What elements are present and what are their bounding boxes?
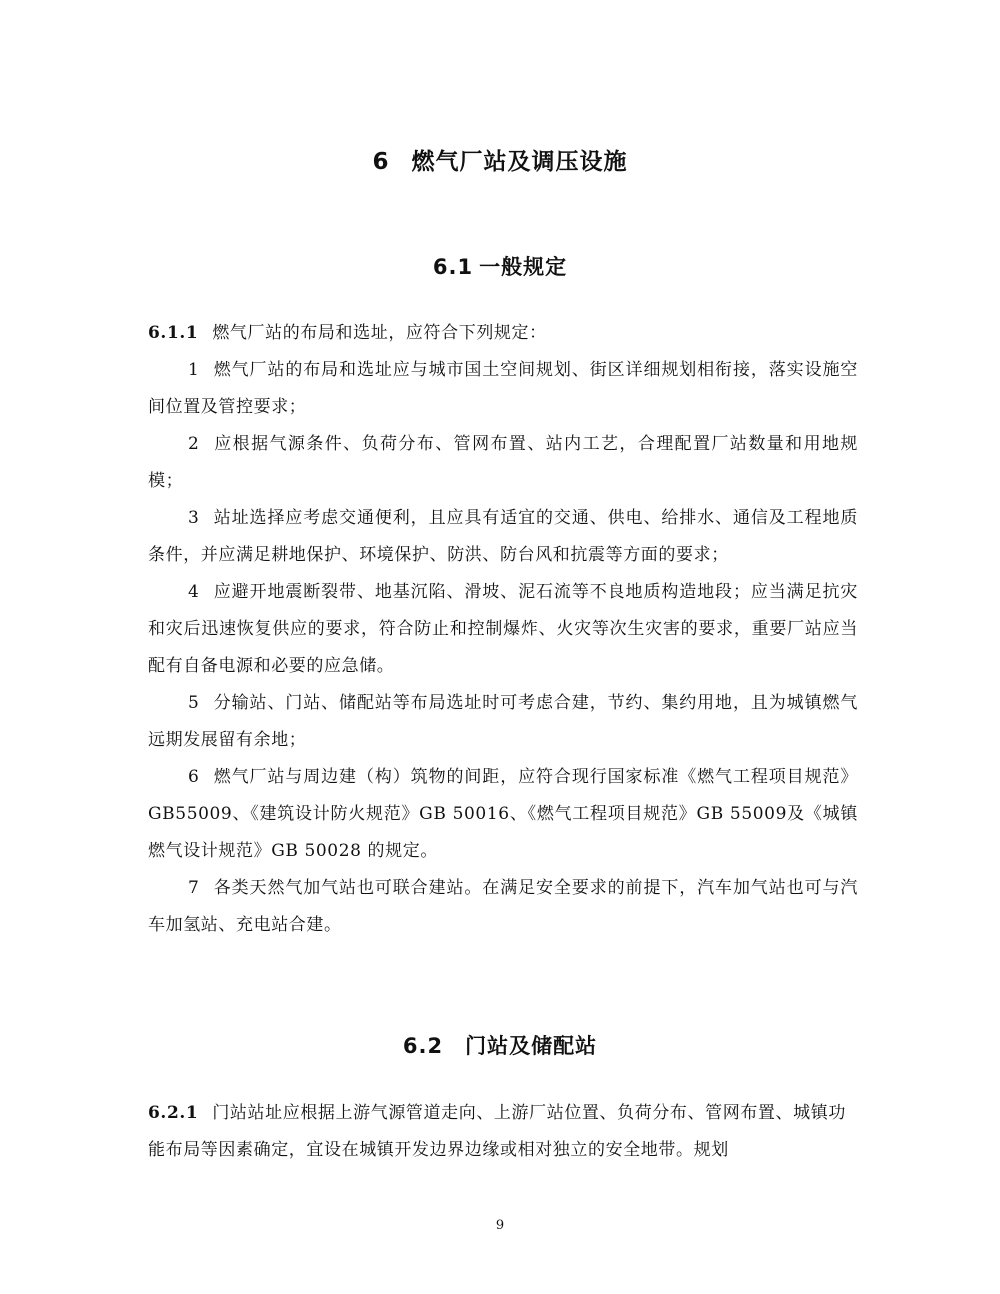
section-6-2-body xyxy=(148,1095,858,1169)
page-number: 9 xyxy=(495,1218,505,1233)
list-item xyxy=(148,352,858,426)
clause-number: 6.1.1 xyxy=(148,323,199,343)
section-title-6-2 xyxy=(0,1030,1000,1060)
item-number: 7 xyxy=(188,878,200,898)
item-number: 4 xyxy=(188,582,200,602)
clause-text: 门站站址应根据上游气源管道走向、上游厂站位置、负荷分布、管网布置、城镇功能布局等因素确定，宜设在城镇开发边界边缘或相对独立的安全地带。规划 xyxy=(148,1103,846,1160)
item-number: 1 xyxy=(188,360,200,380)
clause-number: 6.2.1 xyxy=(148,1103,199,1123)
list-item xyxy=(148,759,858,870)
chapter-title-text: 燃气厂站及调压设施 xyxy=(411,149,628,175)
clause-text: 燃气厂站的布局和选址，应符合下列规定： xyxy=(212,323,547,343)
chapter-title xyxy=(0,143,1000,176)
section-title-text: 一般规定 xyxy=(479,255,568,279)
list-item xyxy=(148,500,858,574)
item-text: 各类天然气加气站也可联合建站。在满足安全要求的前提下，汽车加气站也可与汽车加氢站、充电站合建。 xyxy=(148,878,858,935)
item-text: 站址选择应考虑交通便利，且应具有适宜的交通、供电、给排水、通信及工程地质条件，并应满足耕地保护、环境保护、防洪、防台风和抗震等方面的要求； xyxy=(148,508,858,565)
section-title-text: 门站及储配站 xyxy=(465,1034,598,1058)
item-number: 2 xyxy=(188,434,200,454)
chapter-number: 6 xyxy=(372,149,390,175)
section-number: 6.1 xyxy=(432,255,474,279)
item-text: 燃气厂站与周边建（构）筑物的间距，应符合现行国家标准《燃气工程项目规范》GB55009、《建筑设计防火规范》GB 50016、《燃气工程项目规范》GB 55009及《城镇燃气设计规范》GB 50028 的规定。 xyxy=(148,767,858,861)
clause-6-2-1 xyxy=(148,1095,858,1169)
item-number: 3 xyxy=(188,508,200,528)
section-number: 6.2 xyxy=(402,1034,444,1058)
item-text: 应避开地震断裂带、地基沉陷、滑坡、泥石流等不良地质构造地段；应当满足抗灾和灾后迅速恢复供应的要求，符合防止和控制爆炸、火灾等次生灾害的要求，重要厂站应当配有自备电源和必要的应急储。 xyxy=(148,582,858,676)
list-item xyxy=(148,870,858,944)
list-item xyxy=(148,574,858,685)
item-number: 5 xyxy=(188,693,200,713)
list-item xyxy=(148,426,858,500)
section-6-1-body xyxy=(148,315,858,944)
clause-6-1-1 xyxy=(148,315,858,352)
item-text: 燃气厂站的布局和选址应与城市国土空间规划、街区详细规划相衔接，落实设施空间位置及管控要求； xyxy=(148,360,858,417)
item-number: 6 xyxy=(188,767,200,787)
list-item xyxy=(148,685,858,759)
item-text: 应根据气源条件、负荷分布、管网布置、站内工艺，合理配置厂站数量和用地规模； xyxy=(148,434,858,491)
section-title-6-1 xyxy=(0,251,1000,281)
item-text: 分输站、门站、储配站等布局选址时可考虑合建，节约、集约用地，且为城镇燃气远期发展留有余地； xyxy=(148,693,858,750)
